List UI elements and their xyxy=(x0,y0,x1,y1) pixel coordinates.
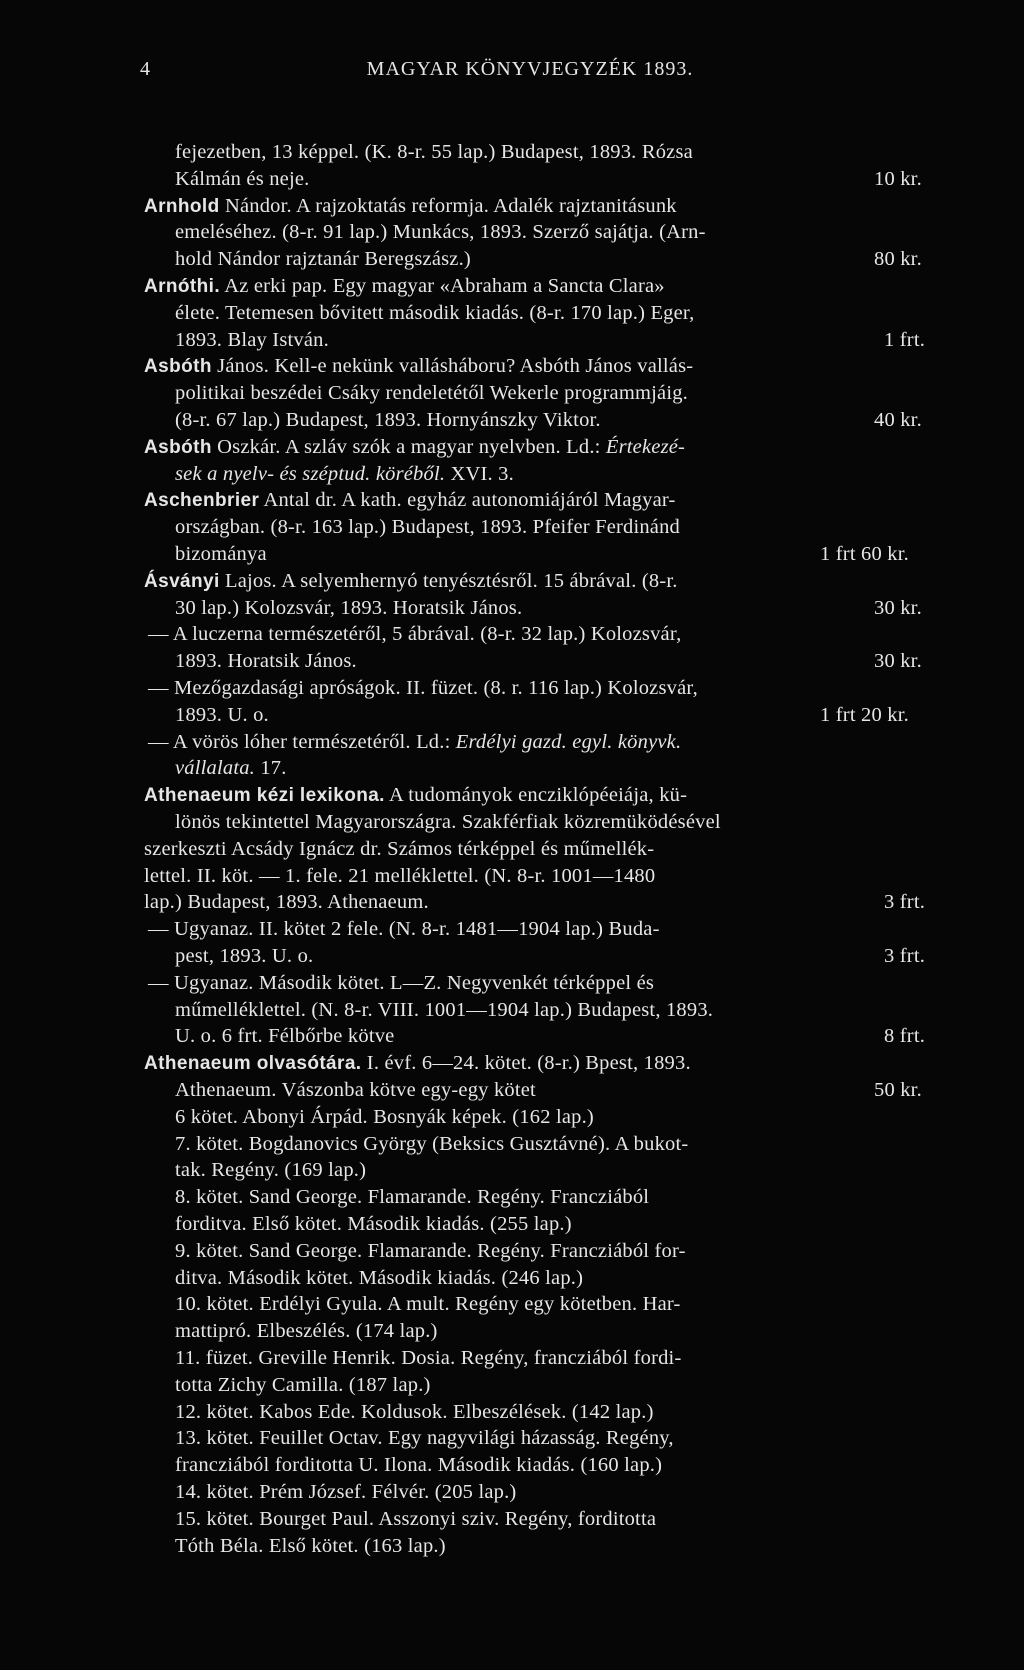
catalog-line xyxy=(175,1453,662,1477)
italic-series-title: sek a nyelv- és széptud. köréből. xyxy=(175,462,446,485)
catalog-line xyxy=(175,1266,583,1290)
price: 1 frt. xyxy=(884,328,926,351)
catalog-line xyxy=(175,247,922,271)
entry-text: 13. kötet. Feuillet Octav. Egy nagyvilági házasság. Regény, xyxy=(175,1427,674,1450)
catalog-line xyxy=(175,1373,431,1397)
catalog-line xyxy=(175,1507,656,1531)
catalog-line xyxy=(175,998,713,1022)
entry-text: 15. kötet. Bourget Paul. Asszonyi sziv. Regény, forditotta xyxy=(175,1507,657,1530)
entry-heading: Ásványi xyxy=(144,570,220,592)
catalog-line xyxy=(144,194,677,219)
catalog-line xyxy=(175,542,909,566)
entry-text: U. o. 6 frt. Félbőrbe kötve xyxy=(175,1025,395,1048)
entry-text: Az erki pap. Egy magyar «Abraham a Sancta Clara» xyxy=(220,275,665,297)
entry-text: Antal dr. A kath. egyház autonomiájáról Magyar- xyxy=(259,489,676,512)
catalog-line xyxy=(175,1480,516,1504)
entry-text: politikai beszédei Csáky rendeletétől Wekerle programmjáig. xyxy=(175,382,688,405)
catalog-line xyxy=(175,301,694,325)
catalog-line xyxy=(175,1346,681,1370)
entry-heading: Asbóth xyxy=(144,356,212,378)
entry-text: — Ugyanaz. II. kötet 2 fele. (N. 8-r. 1481—1904 lap.) Buda- xyxy=(148,918,660,941)
price: 3 frt. xyxy=(884,945,926,967)
catalog-line xyxy=(144,783,687,808)
entry-text: (8-r. 67 lap.) Budapest, 1893. Hornyánszky Viktor. xyxy=(175,409,601,431)
italic-reference: Értekezé- xyxy=(605,435,686,458)
price: 30 kr. xyxy=(874,650,922,673)
entry-text: lap.) Budapest, 1893. Athenaeum. xyxy=(144,891,429,914)
catalog-line xyxy=(175,328,926,352)
entry-text: 11. füzet. Greville Henrik. Dosia. Regény, francziából fordi- xyxy=(175,1347,682,1369)
entry-text: 1893. Blay István. xyxy=(175,328,329,351)
entry-heading: Aschenbrier xyxy=(144,490,260,512)
entry-text: országban. (8-r. 163 lap.) Budapest, 1893. Pfeifer Ferdinánd xyxy=(175,516,681,539)
catalog-line xyxy=(175,1534,446,1558)
entry-heading: Arnóthi. xyxy=(144,276,221,297)
catalog-line xyxy=(175,220,706,244)
catalog-line xyxy=(175,1024,926,1048)
catalog-line xyxy=(175,810,721,834)
entry-text: mattipró. Elbeszélés. (174 lap.) xyxy=(175,1320,438,1343)
entry-text: 12. kötet. Kabos Ede. Koldusok. Elbeszélések. (142 lap.) xyxy=(175,1400,654,1423)
entry-text: — Ugyanaz. Második kötet. L—Z. Negyvenkét térképpel és xyxy=(148,971,655,994)
entry-text: 9. kötet. Sand George. Flamarande. Regény. Francziából for- xyxy=(175,1239,686,1262)
catalog-line xyxy=(175,756,287,780)
entry-text: tak. Regény. (169 lap.) xyxy=(175,1159,367,1182)
price: 10 kr. xyxy=(874,167,922,190)
catalog-line xyxy=(144,354,693,379)
catalog-line xyxy=(175,1292,681,1316)
price: 3 frt. xyxy=(884,891,926,914)
catalog-line xyxy=(175,1239,686,1263)
entry-text: 1893. U. o. xyxy=(175,703,269,726)
catalog-line xyxy=(175,1078,922,1102)
entry-text: szerkeszti Acsády Ignácz dr. Számos térképpel és műmellék- xyxy=(144,837,655,860)
entry-text: 8. kötet. Sand George. Flamarande. Regény. Francziából xyxy=(175,1186,650,1209)
price: 1 frt 60 kr. xyxy=(820,543,909,565)
catalog-line xyxy=(175,1319,438,1343)
entry-text: emeléséhez. (8-r. 91 lap.) Munkács, 1893. Szerző sajátja. (Arn- xyxy=(175,221,706,244)
catalog-line xyxy=(175,1158,366,1182)
price: 40 kr. xyxy=(874,409,922,431)
catalog-line xyxy=(144,435,685,460)
catalog-line xyxy=(148,730,681,754)
entry-text: 6 kötet. Abonyi Árpád. Bosnyák képek. (162 lap.) xyxy=(175,1105,594,1128)
entry-text: fejezetben, 13 képpel. (K. 8-r. 55 lap.) Budapest, 1893. Rózsa xyxy=(175,141,693,163)
entry-text: Lajos. A selyemhernyó tenyésztésről. 15 ábrával. (8-r. xyxy=(219,569,678,592)
entry-text: bizománya xyxy=(175,543,267,565)
entry-text: 30 lap.) Kolozsvár, 1893. Horatsik János. xyxy=(175,596,523,619)
entry-text: francziából forditotta U. Ilona. Második kiadás. (160 lap.) xyxy=(175,1454,663,1477)
entry-text: Athenaeum. Vászonba kötve egy-egy kötet xyxy=(175,1079,536,1101)
entry-text: pest, 1893. U. o. xyxy=(175,945,314,967)
entry-text: A tudományok encziklópéeiája, kü- xyxy=(384,784,688,807)
catalog-line xyxy=(175,381,688,405)
entry-text: hold Nándor rajztanár Beregszász.) xyxy=(175,248,471,271)
catalog-line xyxy=(144,569,678,594)
price: 80 kr. xyxy=(874,248,922,271)
catalog-line xyxy=(144,864,655,888)
catalog-line xyxy=(148,917,660,941)
entry-text: műmelléklettel. (N. 8-r. VIII. 1001—1904 lap.) Budapest, 1893. xyxy=(175,998,714,1021)
entry-text: 14. kötet. Prém József. Félvér. (205 lap.) xyxy=(175,1481,517,1503)
entry-text: Oszkár. A szláv szók a magyar nyelvben. Ld.: xyxy=(211,435,606,458)
entry-text: Kálmán és neje. xyxy=(175,167,310,190)
entry-heading: Athenaeum olvasótára. xyxy=(144,1053,362,1075)
catalog-line xyxy=(175,1132,688,1156)
entry-text: ditva. Második kötet. Második kiadás. (246 lap.) xyxy=(175,1266,584,1289)
entry-text: 1893. Horatsik János. xyxy=(175,650,357,673)
catalog-line xyxy=(148,971,654,995)
catalog-line xyxy=(144,274,665,299)
entry-text: Nándor. A rajzoktatás reformja. Adalék rajztanitásunk xyxy=(219,194,677,217)
italic-reference: Erdélyi gazd. egyl. könyvk. xyxy=(455,730,682,753)
entry-text: — Mezőgazdasági apróságok. II. füzet. (8. r. 116 lap.) Kolozsvár, xyxy=(148,677,698,699)
catalog-line xyxy=(175,1212,572,1236)
catalog-line xyxy=(175,649,922,673)
catalog-line xyxy=(144,890,926,914)
catalog-line xyxy=(175,703,909,727)
running-head: MAGYAR KÖNYVJEGYZÉK 1893. xyxy=(366,58,694,80)
catalog-line xyxy=(148,622,681,646)
catalog-line xyxy=(175,1426,674,1450)
entry-text: forditva. Első kötet. Második kiadás. (255 lap.) xyxy=(175,1213,572,1235)
entry-text: Tóth Béla. Első kötet. (163 lap.) xyxy=(175,1534,446,1557)
catalog-line xyxy=(175,462,514,486)
catalog-line xyxy=(148,676,698,700)
catalog-line xyxy=(175,944,926,968)
price: 50 kr. xyxy=(874,1079,922,1101)
catalog-line xyxy=(175,515,680,539)
catalog-line xyxy=(175,408,922,432)
entry-text: XVI. 3. xyxy=(445,462,514,485)
catalog-line xyxy=(144,1051,691,1076)
entry-text: 7. kötet. Bogdanovics György (Beksics Gusztávné). A bukot- xyxy=(175,1132,689,1155)
entry-text: — A luczerna természetéről, 5 ábrával. (8-r. 32 lap.) Kolozsvár, xyxy=(148,623,682,646)
entry-text: lettel. II. köt. — 1. fele. 21 melléklettel. (N. 8-r. 1001—1480 xyxy=(144,864,656,887)
entry-text: élete. Tetemesen bővitett második kiadás. (8-r. 170 lap.) Eger, xyxy=(175,301,695,324)
entry-heading: Arnhold xyxy=(144,195,220,217)
page-header xyxy=(140,58,920,92)
entry-text: — A vörös lóher természetéről. Ld.: xyxy=(148,730,456,753)
entry-text: totta Zichy Camilla. (187 lap.) xyxy=(175,1373,431,1396)
entry-text: János. Kell-e nekünk vallásháboru? Asbóth János vallás- xyxy=(211,355,694,378)
entry-heading: Athenaeum kézi lexikona. xyxy=(144,785,385,807)
price: 8 frt. xyxy=(884,1025,926,1048)
entry-text: 10. kötet. Erdélyi Gyula. A mult. Regény egy kötetben. Har- xyxy=(175,1293,681,1316)
catalog-line xyxy=(175,140,693,164)
price: 30 kr. xyxy=(874,596,922,619)
entry-text: 17. xyxy=(255,757,287,780)
entry-heading: Asbóth xyxy=(144,436,212,458)
catalog-line xyxy=(175,596,922,620)
entry-text: lönös tekintettel Magyarországra. Szakférfiak közremüködésével xyxy=(175,811,721,833)
entry-text: I. évf. 6—24. kötet. (8-r.) Bpest, 1893. xyxy=(361,1052,691,1075)
price: 1 frt 20 kr. xyxy=(820,703,909,726)
page-number: 4 xyxy=(140,58,151,80)
catalog-line xyxy=(144,488,676,513)
catalog-line xyxy=(175,1400,654,1424)
italic-series-title: vállalata. xyxy=(175,757,256,780)
catalog-line xyxy=(175,1185,649,1209)
catalog-line xyxy=(144,837,654,861)
catalog-line xyxy=(175,1105,594,1129)
catalog-line xyxy=(175,167,922,191)
